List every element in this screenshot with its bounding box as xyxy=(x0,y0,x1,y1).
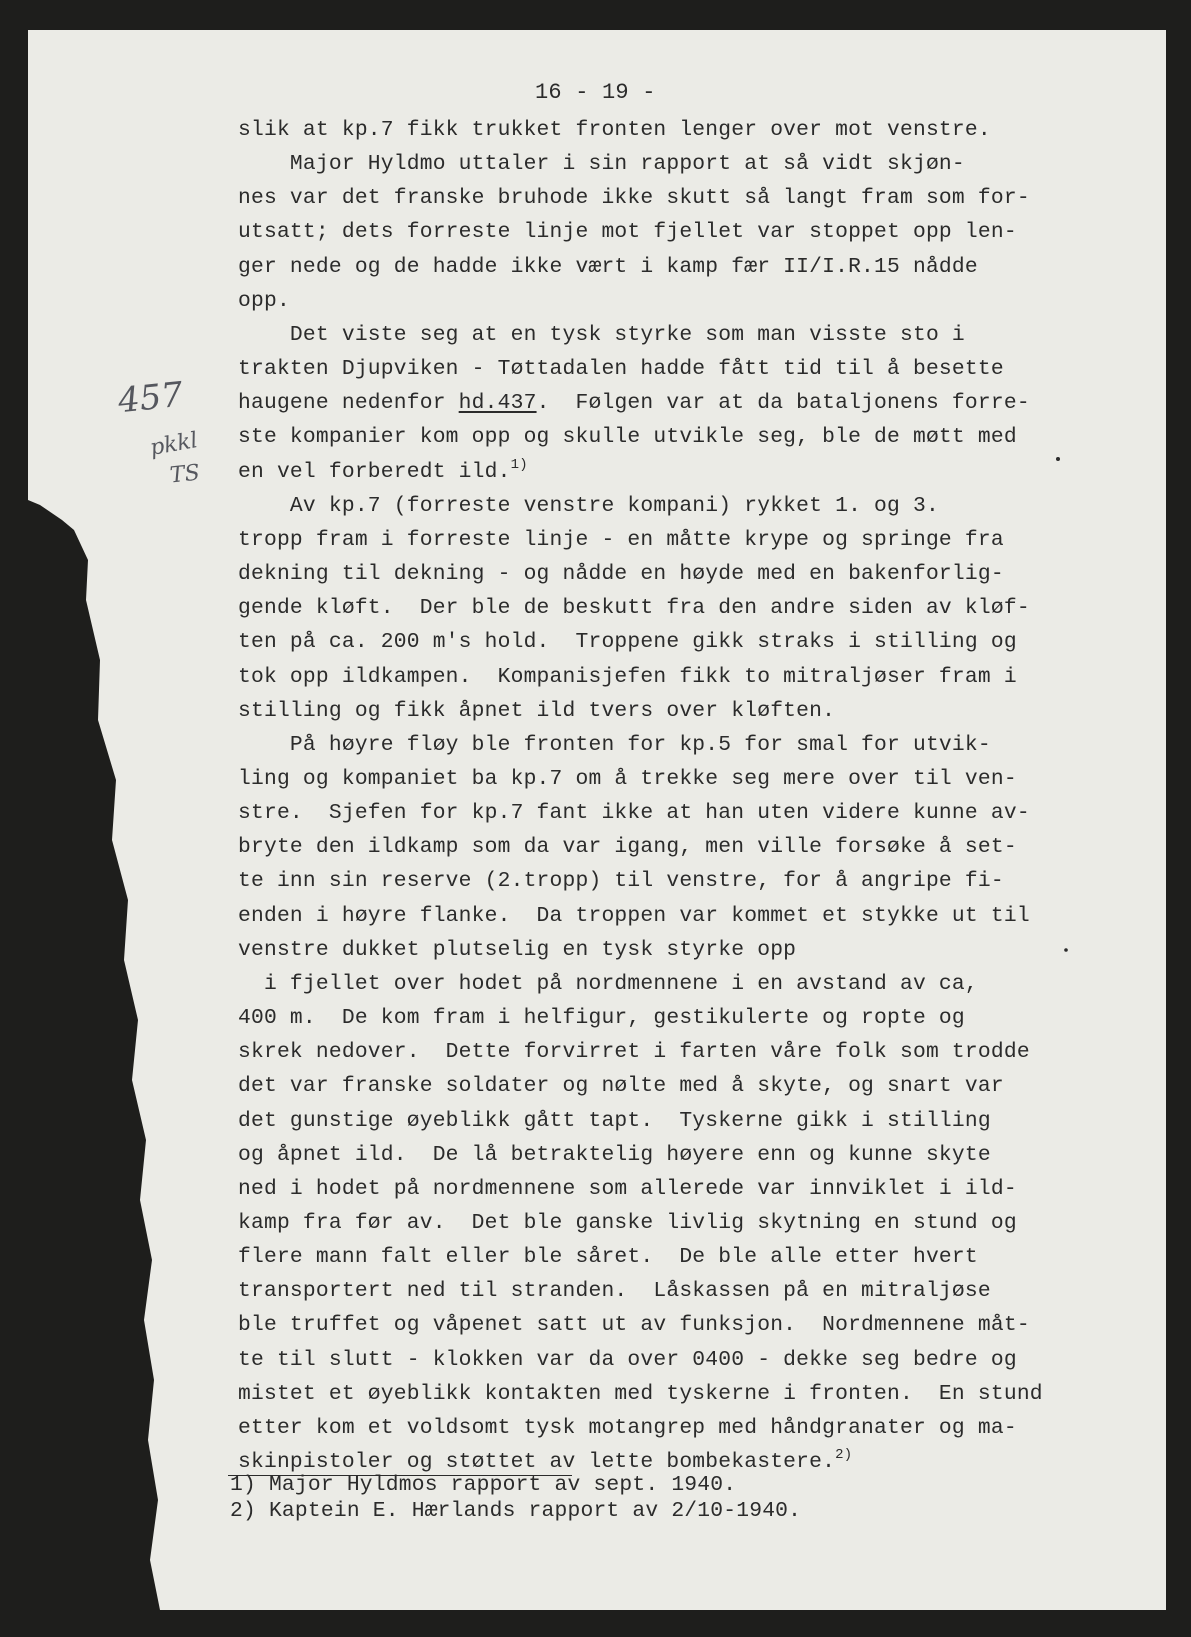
text-line: stre. Sjefen for kp.7 fant ikke at han uten videre kunne av- xyxy=(238,801,1030,826)
footnote-marker: 1) xyxy=(510,456,528,473)
body-text xyxy=(238,113,1043,1479)
text-line: haugene nedenfor xyxy=(238,391,459,416)
text-line: stilling og fikk åpnet ild tvers over kløften. xyxy=(238,698,836,723)
text-line: te til slutt - klokken var da over 0400 - dekke seg bedre og xyxy=(238,1347,1017,1372)
text-line: slik at kp.7 fikk trukket fronten lenger over mot venstre. xyxy=(238,118,991,142)
footnote: 1) Major Hyldmos rapport av sept. 1940. xyxy=(230,1473,737,1497)
text-line: tropp fram i forreste linje - en måtte krype og springe fra xyxy=(238,527,1004,552)
text-line: og åpnet ild. De lå betraktelig høyere enn og kunne skyte xyxy=(238,1142,991,1167)
text-line: det gunstige øyeblikk gått tapt. Tyskerne gikk i stilling xyxy=(238,1108,991,1133)
text-line: Det viste seg at en tysk styrke som man visste sto i xyxy=(238,322,965,347)
text-line: venstre dukket plutselig en tysk styrke opp xyxy=(238,937,797,962)
text-line: Major Hyldmo uttaler i sin rapport at så vidt skjøn- xyxy=(238,152,965,177)
text-line: en vel forberedt ild. xyxy=(238,459,511,484)
text-line: det var franske soldater og nølte med å skyte, og snart var xyxy=(238,1074,1004,1099)
text-line: Av kp.7 (forreste venstre kompani) rykket 1. og 3. xyxy=(238,493,939,518)
text-line: utsatt; dets forreste linje mot fjellet var stoppet opp len- xyxy=(238,220,1017,245)
text-line: . Følgen var at da bataljonens forre- xyxy=(536,391,1030,416)
text-line: opp. xyxy=(238,288,290,313)
text-line: dekning til dekning - og nådde en høyde med en bakenforlig- xyxy=(238,562,1004,587)
text-line: transportert ned til stranden. Låskassen på en mitraljøse xyxy=(238,1279,991,1304)
text-line: 400 m. De kom fram i helfigur, gestikulerte og ropte og xyxy=(238,1006,965,1031)
text-line: ned i hodet på nordmennene som allerede var innviklet i ild- xyxy=(238,1176,1017,1201)
margin-note-initials: pkkl xyxy=(148,428,200,461)
text-line: ble truffet og våpenet satt ut av funksjon. Nordmennene måt- xyxy=(238,1313,1030,1338)
ink-dot xyxy=(1056,457,1060,461)
text-line: ten på ca. 200 m's hold. Troppene gikk straks i stilling og xyxy=(238,630,1017,655)
text-line: ste kompanier kom opp og skulle utvikle seg, ble de møtt med xyxy=(238,425,1017,450)
footnote-marker: 2) xyxy=(835,1447,853,1464)
text-line: tok opp ildkampen. Kompanisjefen fikk to mitraljøser fram i xyxy=(238,664,1017,689)
margin-note-initials: TS xyxy=(168,460,201,489)
text-line: ger nede og de hadde ikke vært i kamp fær II/I.R.15 nådde xyxy=(238,254,978,279)
margin-note-number: 457 xyxy=(116,374,185,422)
text-line: etter kom et voldsomt tysk motangrep med håndgranater og ma- xyxy=(238,1415,1017,1440)
text-line: nes var det franske bruhode ikke skutt så langt fram som for- xyxy=(238,186,1030,211)
text-line: flere mann falt eller ble såret. De ble alle etter hvert xyxy=(238,1245,978,1270)
text-line: trakten Djupviken - Tøttadalen hadde fått tid til å besette xyxy=(238,357,1004,382)
text-line: enden i høyre flanke. Da troppen var kommet et stykke ut til xyxy=(238,903,1030,928)
text-line: skinpistoler og støttet av lette bombekastere. xyxy=(238,1450,836,1475)
text-line: bryte den ildkamp som da var igang, men ville forsøke å set- xyxy=(238,835,1017,860)
text-line: På høyre fløy ble fronten for kp.5 for smal for utvik- xyxy=(238,732,991,757)
footnote: 2) Kaptein E. Hærlands rapport av 2/10-1940. xyxy=(230,1499,802,1523)
text-line: ling og kompaniet ba kp.7 om å trekke seg mere over til ven- xyxy=(238,766,1017,791)
text-line: kamp fra før av. Det ble ganske livlig skytning en stund og xyxy=(238,1211,1017,1235)
text-line: mistet et øyeblikk kontakten med tyskerne i fronten. En stund xyxy=(238,1381,1043,1406)
text-line: gende kløft. Der ble de beskutt fra den andre siden av kløf- xyxy=(238,596,1030,621)
ink-dot xyxy=(1064,948,1068,952)
text-line: i fjellet over hodet på nordmennene i en avstand av ca, xyxy=(238,971,978,996)
underlined-height-reference: hd.437 xyxy=(458,391,537,416)
footnotes xyxy=(230,1472,801,1524)
text-line: te inn sin reserve (2.tropp) til venstre, for å angripe fi- xyxy=(238,869,1004,894)
page-number: 16 - 19 - xyxy=(535,80,656,105)
text-line: skrek nedover. Dette forvirret i farten våre folk som trodde xyxy=(238,1040,1030,1065)
